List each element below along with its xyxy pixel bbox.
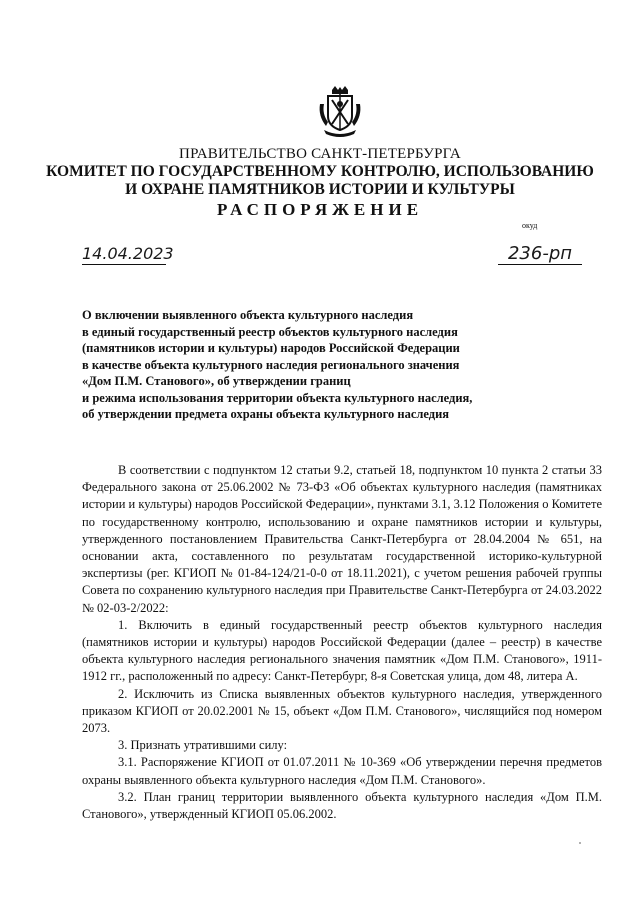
clause-3: 3. Признать утратившими силу: bbox=[118, 738, 288, 753]
subject-block bbox=[82, 307, 502, 423]
document-body bbox=[82, 462, 602, 823]
coat-of-arms-icon bbox=[316, 86, 364, 138]
clause-2: 2. Исключить из Списка выявленных объектов культурного наследия, утвержденного приказом КГИОП от 20.02.2001 № 15, объект «Дом П.М. Станового», числящийся под номером 2073. bbox=[82, 686, 602, 736]
subject-line: в единый государственный реестр объектов культурного наследия bbox=[82, 324, 458, 339]
subject-line: и режима использования территории объекта культурного наследия, bbox=[82, 390, 473, 405]
subject-line: в качестве объекта культурного наследия регионального значения bbox=[82, 357, 460, 372]
preamble-paragraph: В соответствии с подпунктом 12 статьи 9.2, статьей 18, подпунктом 10 пункта 2 статьи 33 Федерального закона от 25.06.2002 № 73-ФЗ «Об объектах культурного наследия (памятниках истории и культуры) народов Российской Федерации», пунктами 3.1, 3.12 Положения о Комитете по государственному контролю, использованию и охране памятников истории и культуры, утвержденного постановлением Правительства Санкт-Петербурга от 28.04.2004 № 651, на основании акта, составленного по результатам государственной историко-культурной экспертизы (рег. КГИОП № 01-84-124/21-0-0 от 18.11.2021), с учетом решения рабочей группы Совета по сохранению культурного наследия при Правительстве Санкт-Петербурга от 24.03.2022 № 02-03-2/2022: bbox=[82, 463, 602, 615]
subject-line: «Дом П.М. Становогo», об утверждении границ bbox=[82, 374, 351, 388]
committee-line-2: И ОХРАНЕ ПАМЯТНИКОВ ИСТОРИИ И КУЛЬТУРЫ bbox=[125, 181, 515, 198]
handwritten-number: 236-рп bbox=[507, 243, 573, 264]
subject-line: об утверждении предмета охраны объекта культурного наследия bbox=[82, 407, 450, 421]
handwritten-date: 14.04.2023 bbox=[82, 244, 174, 263]
scan-speck bbox=[579, 842, 581, 844]
clause-1: 1. Включить в единый государственный реестр объектов культурного наследия (памятников истории и культуры) народов Российской Федерации (далее – реестр) в качестве объекта культурного наследия регионального значения памятник «Дом П.М. Станового», 1911-1912 гг., расположенный по адресу: Санкт-Петербург, 8-я Советская улица, дом 48, литера А. bbox=[82, 617, 602, 684]
okud-label: окуд bbox=[522, 221, 538, 230]
document-type-title: РАСПОРЯЖЕНИЕ bbox=[216, 200, 424, 219]
committee-name bbox=[0, 163, 640, 199]
government-name: ПРАВИТЕЛЬСТВО САНКТ-ПЕТЕРБУРГА bbox=[179, 146, 461, 162]
committee-line-1: КОМИТЕТ ПО ГОСУДАРСТВЕННОМУ КОНТРОЛЮ, ИСПОЛЬЗОВАНИЮ bbox=[46, 163, 594, 180]
subject-line: О включении выявленного объекта культурного наследия bbox=[82, 308, 414, 322]
date-field bbox=[82, 244, 174, 265]
clause-3-2: 3.2. План границ территории выявленного объекта культурного наследия «Дом П.М. Станового», утвержденный КГИОП 05.06.2002. bbox=[82, 789, 602, 822]
subject-line: (памятников истории и культуры) народов Российской Федерации bbox=[82, 341, 460, 355]
clause-3-1: 3.1. Распоряжение КГИОП от 01.07.2011 № 10-369 «Об утверждении перечня предметов охраны выявленного объекта культурного наследия «Дом П.М. Станового». bbox=[82, 755, 602, 787]
number-field bbox=[498, 244, 582, 265]
